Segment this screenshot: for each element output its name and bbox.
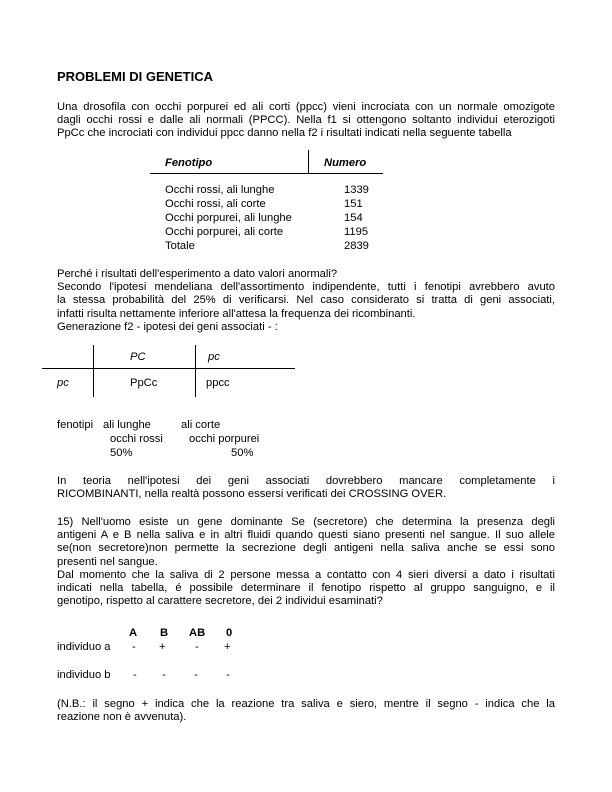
answer-paragraph — [57, 268, 555, 334]
answer-line: Secondo l'ipotesi mendeliana dell'assortimento indipendente, tutti i fenotipi avrebbero avuto — [57, 281, 555, 294]
table-cell-fenotipo: Totale — [165, 240, 195, 252]
reaction-value: - — [194, 669, 198, 681]
answer-line: infatti risulta nettamente inferiore all'attesa la frequenza dei ricombinanti. — [57, 307, 416, 320]
table-divider-vertical — [308, 150, 309, 174]
fenotipi-value: ali lunghe — [103, 419, 151, 431]
teoria-line: RICOMBINANTI, nella realtà possono essersi verificati dei CROSSING OVER. — [57, 488, 447, 501]
reaction-value: + — [224, 641, 231, 653]
table-header-numero: Numero — [324, 157, 367, 169]
teoria-paragraph — [57, 475, 555, 501]
note-line: (N.B.: il segno + indica che la reazione tra saliva e siero, mentre il segno - indica che la — [57, 698, 555, 710]
punnett-cell: PpCc — [130, 377, 158, 389]
fenotipi-value: 50% — [110, 447, 133, 459]
table-cell-fenotipo: Occhi rossi, ali lunghe — [165, 184, 275, 196]
teoria-line: In teoria nell'ipotesi dei geni associati dovrebbero mancare completamente i — [57, 475, 555, 487]
answer-line: la stessa probabilità del 25% di verificarsi. Nel caso considerato si tratta di geni associati, — [57, 294, 555, 307]
punnett-row-header: pc — [57, 377, 69, 389]
punnett-cell: ppcc — [206, 377, 230, 389]
generazione-line: Generazione f2 - ipotesi dei geni associati - : — [57, 320, 278, 333]
fenotipi-label: fenotipi — [57, 419, 94, 431]
intro-line: PpCc che incrociati con individui ppcc danno nella f2 i risultati indicati nella seguente tabella — [57, 127, 512, 140]
problem15-line: presenti nel sangue. — [57, 555, 158, 568]
punnett-col-header: PC — [130, 351, 146, 363]
reaction-value: + — [159, 641, 166, 653]
problem15-paragraph — [57, 516, 555, 608]
fenotipi-value: occhi porpurei — [189, 433, 260, 445]
table-header-fenotipo: Fenotipo — [165, 157, 213, 169]
table-cell-numero: 151 — [344, 198, 363, 210]
fenotipi-value: ali corte — [181, 419, 221, 431]
punnett-col-header: pc — [208, 351, 220, 363]
problem15-line: se(non secretore)non permette la secrezione degli antigeni nella saliva anche se essi sono — [57, 542, 555, 555]
table-cell-numero: 154 — [344, 212, 363, 224]
table-divider-horizontal — [150, 173, 383, 174]
reaction-value: - — [226, 669, 230, 681]
reaction-header: A — [129, 627, 138, 639]
intro-paragraph — [57, 101, 555, 141]
problem15-line: indicati nella tabella, é possibile determinare il fenotipo rispetto al gruppo sanguigno, e il — [57, 582, 555, 595]
intro-line: Una drosofila con occhi porpurei ed ali corti (ppcc) vieni incrociata con un normale omozigote — [57, 101, 555, 113]
intro-line: dagli occhi rossi e dalle ali normali (PPCC). Nella f1 si ottengono soltanto individui eterozigoti — [57, 114, 555, 127]
problem15-line: genotipo, rispetto al carattere secretore, dei 2 individui esaminati? — [57, 595, 383, 608]
table-cell-numero: 1195 — [344, 226, 369, 238]
table-cell-fenotipo: Occhi porpurei, ali corte — [165, 226, 284, 238]
reaction-value: - — [132, 641, 136, 653]
reaction-header: B — [160, 627, 169, 639]
fenotipi-value: 50% — [231, 447, 254, 459]
punnett-divider-vertical — [93, 345, 94, 397]
reaction-value: - — [162, 669, 166, 681]
table-cell-fenotipo: Occhi porpurei, ali lunghe — [165, 212, 292, 224]
table-cell-numero: 2839 — [344, 240, 369, 252]
punnett-divider-horizontal — [42, 368, 295, 369]
fenotipi-value: occhi rossi — [110, 433, 163, 445]
note-line: reazione non è avvenuta). — [57, 711, 187, 724]
problem15-line: antigeni A e B nella saliva e in altri fluidi quando questi siano presenti nel sangue. Il suo allele — [57, 529, 555, 542]
reaction-value: - — [133, 669, 137, 681]
note-paragraph — [57, 698, 555, 724]
problem15-line: 15) Nell'uomo esiste un gene dominante Se (secretore) che determina la presenza degli — [57, 516, 555, 528]
table-cell-fenotipo: Occhi rossi, ali corte — [165, 198, 266, 210]
question-line: Perché i risultati dell'esperimento a dato valori anormali? — [57, 268, 338, 280]
table-cell-numero: 1339 — [344, 184, 369, 196]
reaction-header: 0 — [226, 627, 233, 639]
problem15-line: Dal momento che la saliva di 2 persone messa a contatto con 4 sieri diversi a dato i risultati — [57, 568, 555, 581]
reaction-row-label: individuo a — [57, 641, 111, 653]
reaction-row-label: individuo b — [57, 669, 111, 681]
page-title: PROBLEMI DI GENETICA — [57, 69, 214, 84]
reaction-value: - — [195, 641, 199, 653]
punnett-divider-vertical — [195, 345, 196, 397]
reaction-header: AB — [189, 627, 206, 639]
